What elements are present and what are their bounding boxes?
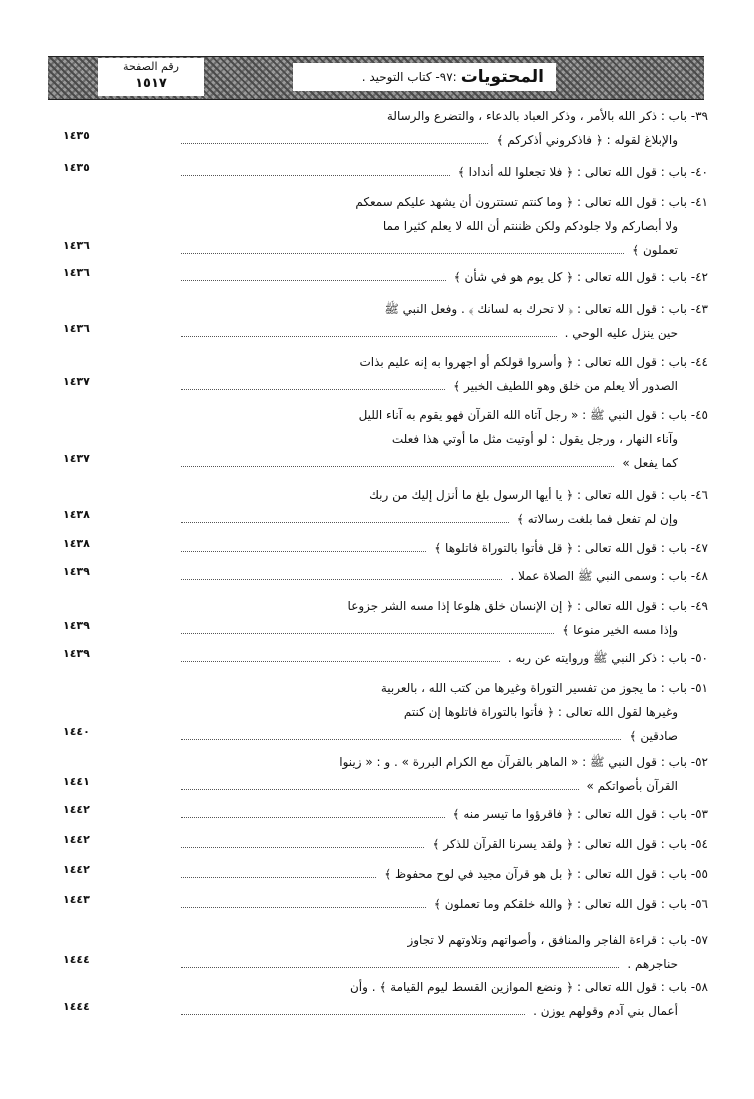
toc-entry-line <box>63 594 708 618</box>
toc-entry-line <box>63 451 708 475</box>
toc-entry-text: وإن لم تفعل فما بلغت رسالاته ﴾ <box>516 512 678 526</box>
toc-entry-text: تعملون ﴾ <box>632 243 678 257</box>
toc-entry-text: وغيرها لقول الله تعالى : ﴿ فأتوا بالتوراة فاتلوها إن كنتم <box>403 705 678 719</box>
toc-entry-page: ١٤٤٢ <box>63 863 90 876</box>
toc-entry-text: ٤٥- باب : قول النبي ﷺ : « رجل آتاه الله القرآن فهو يقوم به آناء الليل <box>358 408 708 422</box>
header-title: المحتويات <box>460 67 544 87</box>
toc-entry-line <box>63 618 708 642</box>
toc-entry-text: ٥٠- باب : ذكر النبي ﷺ وروايته عن ربه . <box>507 651 708 665</box>
page-header <box>48 56 704 100</box>
toc-entry-page: ١٤٤٤ <box>63 953 90 966</box>
toc-entry <box>63 564 708 588</box>
toc-entry <box>63 750 708 798</box>
toc-entry-text: أعمال بني آدم وقولهم يوزن . <box>533 1004 678 1018</box>
dot-leader <box>181 253 624 254</box>
toc-entry <box>63 862 708 886</box>
toc-entry-text: حناجرهم . <box>627 957 678 971</box>
toc-entry-line <box>63 214 708 238</box>
toc-entry-text: ٤٧- باب : قول الله تعالى : ﴿ قل فأتوا بالتوراة فاتلوها ﴾ <box>434 541 708 555</box>
toc-entry-page: ١٤٣٩ <box>63 619 90 632</box>
toc-entry-line <box>63 128 708 152</box>
toc-entry-line <box>63 104 708 128</box>
toc-entry-text: ٣٩- باب : ذكر الله بالأمر ، وذكر العباد بالدعاء ، والتضرع والرسالة <box>386 109 708 123</box>
toc-entry-text: ٤١- باب : قول الله تعالى : ﴿ وما كنتم تستترون أن يشهد عليكم سمعكم <box>355 195 708 209</box>
toc-entry-line <box>63 676 708 700</box>
toc-entry <box>63 104 708 152</box>
header-title-box <box>293 63 556 91</box>
dot-leader <box>181 466 614 467</box>
toc-entry-text: كما يفعل » <box>622 456 678 470</box>
toc-entry-page: ١٤٣٨ <box>63 537 90 550</box>
dot-leader <box>181 789 579 790</box>
toc-entry-line <box>63 536 708 560</box>
toc-entry <box>63 802 708 826</box>
toc-entry-page: ١٤٣٦ <box>63 266 90 279</box>
dot-leader <box>181 817 445 818</box>
toc-entry-line <box>63 427 708 451</box>
page-number: ١٥١٧ <box>135 76 167 91</box>
dot-leader <box>181 175 450 176</box>
toc-entry-text: القرآن بأصواتكم » <box>586 779 678 793</box>
toc-entry-line <box>63 952 708 976</box>
toc-entry-line <box>63 265 708 289</box>
toc-entry <box>63 832 708 856</box>
toc-entry-page: ١٤٣٩ <box>63 647 90 660</box>
toc-entry-text: ٤٠- باب : قول الله تعالى : ﴿ فلا تجعلوا لله أندادا ﴾ <box>457 165 708 179</box>
toc-entry-page: ١٤٤٣ <box>63 893 90 906</box>
toc-entry-page: ١٤٣٦ <box>63 239 90 252</box>
toc-entry <box>63 350 708 398</box>
toc-entry-text: ٥٤- باب : قول الله تعالى : ﴿ ولقد يسرنا القرآن للذكر ﴾ <box>432 837 708 851</box>
dot-leader <box>181 1014 525 1015</box>
dot-leader <box>181 336 557 337</box>
toc-entry-line <box>63 190 708 214</box>
toc-entry-text: الصدور ألا يعلم من خلق وهو اللطيف الخبير ﴾ <box>453 379 678 393</box>
toc-entry-line <box>63 700 708 724</box>
toc-entry-page: ١٤٤٠ <box>63 725 90 738</box>
toc-entry <box>63 297 708 345</box>
toc-entry-line <box>63 999 708 1023</box>
toc-entry-page: ١٤٤١ <box>63 775 90 788</box>
toc-entry-line <box>63 774 708 798</box>
toc-entry-text: صادقين ﴾ <box>629 729 678 743</box>
toc-entry-line <box>63 928 708 952</box>
toc-entry <box>63 160 708 184</box>
toc-entry-line <box>63 646 708 670</box>
toc-entry-text: وآناء النهار ، ورجل يقول : لو أوتيت مثل ما أوتي هذا فعلت <box>391 432 678 446</box>
dot-leader <box>181 551 426 552</box>
toc-entry-text: ٤٤- باب : قول الله تعالى : ﴿ وأسروا قولكم أو اجهروا به إنه عليم بذات <box>359 355 708 369</box>
toc-entry <box>63 483 708 531</box>
dot-leader <box>181 967 619 968</box>
toc-entry-page: ١٤٤٤ <box>63 1000 90 1013</box>
toc-entry-text: ٥٢- باب : قول النبي ﷺ : « الماهر بالقرآن مع الكرام البررة » . و : « زينوا <box>339 755 708 769</box>
dot-leader <box>181 143 488 144</box>
toc-entry-text: ٤٨- باب : وسمى النبي ﷺ الصلاة عملا . <box>510 569 708 583</box>
toc-entry-page: ١٤٣٥ <box>63 129 90 142</box>
toc-entry-page: ١٤٣٨ <box>63 508 90 521</box>
toc-entry-text: ٥٥- باب : قول الله تعالى : ﴿ بل هو قرآن مجيد في لوح محفوظ ﴾ <box>384 867 708 881</box>
toc-entry-line <box>63 802 708 826</box>
toc-entry-line <box>63 724 708 748</box>
toc-entry-page: ١٤٤٢ <box>63 833 90 846</box>
toc-entry-line <box>63 750 708 774</box>
dot-leader <box>181 847 424 848</box>
page-number-label: رقم الصفحة <box>123 60 179 73</box>
dot-leader <box>181 739 621 740</box>
toc-entry <box>63 676 708 748</box>
dot-leader <box>181 579 502 580</box>
toc-entry-line <box>63 507 708 531</box>
toc-entry-text: ٥١- باب : ما يجوز من تفسير التوراة وغيرها من كتب الله ، بالعربية <box>380 681 708 695</box>
toc-entry <box>63 928 708 976</box>
dot-leader <box>181 389 445 390</box>
toc-entry-page: ١٤٣٧ <box>63 375 90 388</box>
toc-entry-page: ١٤٤٢ <box>63 803 90 816</box>
toc-entry-line <box>63 403 708 427</box>
dot-leader <box>181 633 554 634</box>
toc-entry-text: والإبلاغ لقوله : ﴿ فاذكروني أذكركم ﴾ <box>496 133 678 147</box>
toc-entry-text: ٤٩- باب : قول الله تعالى : ﴿ إن الإنسان خلق هلوعا إذا مسه الشر جزوعا <box>347 599 708 613</box>
toc-entry-text: ٥٧- باب : قراءة الفاجر والمنافق ، وأصواتهم وتلاوتهم لا تجاوز <box>407 933 708 947</box>
toc-entry-line <box>63 297 708 321</box>
toc-entry <box>63 594 708 642</box>
toc-entry-line <box>63 321 708 345</box>
toc-entry <box>63 403 708 475</box>
dot-leader <box>181 522 509 523</box>
toc-entry-line <box>63 564 708 588</box>
toc-entry <box>63 265 708 289</box>
toc-entry-text: ولا أبصاركم ولا جلودكم ولكن ظننتم أن الله لا يعلم كثيرا مما <box>382 219 678 233</box>
toc-entry-line <box>63 238 708 262</box>
dot-leader <box>181 877 376 878</box>
toc-entry-text: ٤٢- باب : قول الله تعالى : ﴿ كل يوم هو في شأن ﴾ <box>453 270 708 284</box>
toc-entry <box>63 646 708 670</box>
toc-entry-text: ٥٦- باب : قول الله تعالى : ﴿ والله خلقكم وما تعملون ﴾ <box>433 897 708 911</box>
toc-entry-line <box>63 832 708 856</box>
toc-entry-text: ٥٣- باب : قول الله تعالى : ﴿ فاقرؤوا ما تيسر منه ﴾ <box>452 807 708 821</box>
toc-entry-text: ٤٣- باب : قول الله تعالى : ﴿ لا تحرك به لسانك ﴾ . وفعل النبي ﷺ <box>384 302 708 316</box>
dot-leader <box>181 280 446 281</box>
toc-entry <box>63 975 708 1023</box>
toc-entry-line <box>63 160 708 184</box>
toc-entry <box>63 536 708 560</box>
toc-entry-text: وإذا مسه الخير منوعا ﴾ <box>562 623 678 637</box>
dot-leader <box>181 907 426 908</box>
toc-entry <box>63 190 708 262</box>
toc-entry-line <box>63 350 708 374</box>
toc-entry-text: حين ينزل عليه الوحي . <box>564 326 678 340</box>
toc-entry <box>63 892 708 916</box>
header-subtitle: :٩٧- كتاب التوحيد . <box>361 70 457 84</box>
toc-entry-line <box>63 374 708 398</box>
toc-entry-page: ١٤٣٦ <box>63 322 90 335</box>
toc-entry-line <box>63 483 708 507</box>
toc-entry-page: ١٤٣٩ <box>63 565 90 578</box>
toc-entry-text: ٥٨- باب : قول الله تعالى : ﴿ ونضع الموازين القسط ليوم القيامة ﴾ . وأن <box>349 980 708 994</box>
header-page-box <box>98 58 204 96</box>
dot-leader <box>181 661 500 662</box>
toc-entry-line <box>63 892 708 916</box>
toc-entry-page: ١٤٣٧ <box>63 452 90 465</box>
toc-entry-line <box>63 975 708 999</box>
toc-entry-line <box>63 862 708 886</box>
toc-entry-page: ١٤٣٥ <box>63 161 90 174</box>
toc-entry-text: ٤٦- باب : قول الله تعالى : ﴿ يا أيها الرسول بلغ ما أنزل إليك من ربك <box>369 488 708 502</box>
